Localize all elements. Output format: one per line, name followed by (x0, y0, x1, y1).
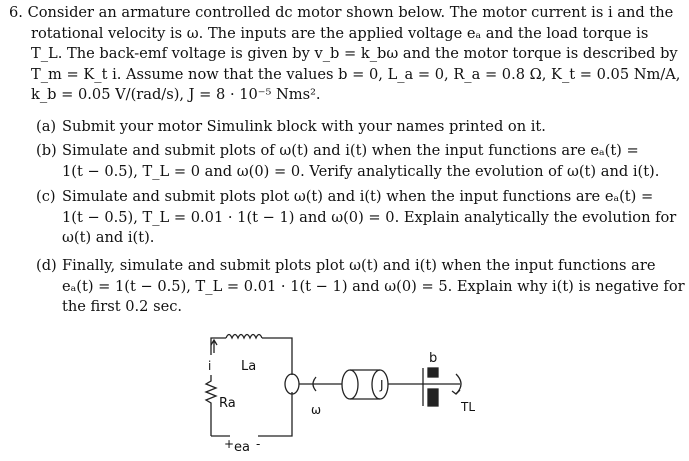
inertia-label: J (380, 378, 384, 392)
part-b-tag: (b) (36, 142, 57, 159)
part-b-line-1: Simulate and submit plots of ω(t) and i(t) when the input functions are eₐ(t) = (62, 142, 639, 159)
inductor-label: La (241, 359, 257, 374)
current-arrow (211, 340, 217, 353)
part-d-line-1: Finally, simulate and submit plots plot ω(t) and i(t) when the input functions are (62, 257, 656, 274)
part-d-line-2: eₐ(t) = 1(t − 0.5), T_L = 0.01 · 1(t − 1) and ω(0) = 5. Explain why i(t) is negative for (62, 277, 685, 295)
part-a-line-1: Submit your motor Simulink block with your names printed on it. (62, 118, 546, 135)
voltage-label: ea (234, 440, 250, 455)
load-arrowhead (452, 390, 460, 394)
voltage-plus: + (224, 437, 235, 451)
current-label: i (208, 359, 212, 373)
part-c-tag: (c) (36, 188, 56, 205)
part-d-tag: (d) (36, 257, 57, 274)
bottom-wire-right (258, 392, 292, 436)
problem-line-4: T_m = K_t i. Assume now that the values b = 0, L_a = 0, R_a = 0.8 Ω, K_t = 0.05 Nm/A, (31, 65, 681, 83)
top-wire-right (262, 338, 292, 375)
part-b-line-2: 1(t − 0.5), T_L = 0 and ω(0) = 0. Verify analytically the evolution of ω(t) and i(t). (62, 162, 660, 180)
inertia-cylinder (350, 370, 380, 399)
damper-block-upper (428, 368, 438, 377)
problem-line-2: rotational velocity is ω. The inputs are the applied voltage eₐ and the load torque is (31, 24, 649, 42)
inertia-front (342, 370, 358, 399)
part-c-line-3: ω(t) and i(t). (62, 229, 155, 246)
part-a-tag: (a) (36, 118, 57, 135)
problem-line-5: k_b = 0.05 V/(rad/s), J = 8 · 10⁻⁵ Nms². (31, 86, 321, 103)
voltage-minus: - (256, 437, 261, 451)
part-c-line-2: 1(t − 0.5), T_L = 0.01 · 1(t − 1) and ω(0) = 0. Explain analytically the evolution for (62, 208, 677, 226)
part-d-line-3: the first 0.2 sec. (62, 298, 183, 315)
omega-label: ω (311, 403, 322, 417)
problem-line-3: T_L. The back-emf voltage is given by v_b = k_bω and the motor torque is described by (31, 45, 678, 62)
resistor (206, 375, 216, 436)
resistor-label: Ra (219, 396, 236, 411)
damper-block-lower (428, 389, 438, 406)
inductor-coil (226, 335, 262, 339)
armature (285, 374, 299, 394)
damping-label: b (429, 351, 438, 366)
part-c-line-1: Simulate and submit plots plot ω(t) and i(t) when the input functions are eₐ(t) = (62, 188, 654, 205)
load-torque-label: TL (461, 400, 476, 414)
problem-line-1: 6. Consider an armature controlled dc motor shown below. The motor current is i and the (9, 4, 674, 21)
